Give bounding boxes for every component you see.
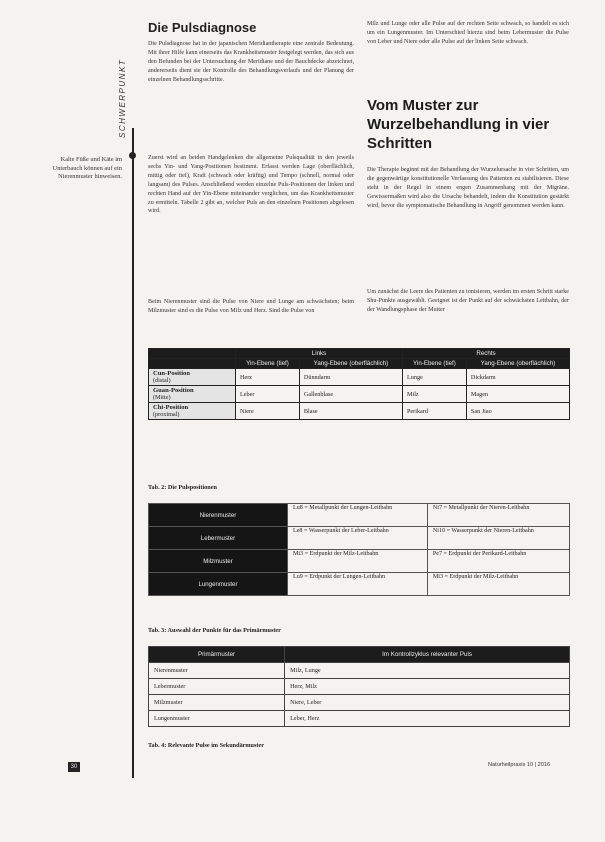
margin-bullet [129, 152, 136, 159]
table-cell: Mi3 = Erdpunkt der Milz-Leitbahn [288, 550, 428, 573]
table-row [149, 386, 570, 403]
table-corner-2 [149, 359, 236, 369]
table-cell: Milzmuster [149, 695, 285, 711]
subcol-header: Yang-Ebene (oberflächlich) [299, 359, 402, 369]
row-label: Cun-Position (distal) [149, 369, 236, 386]
table-row [149, 369, 570, 386]
table-row [149, 711, 570, 727]
table-cell: Blase [299, 403, 402, 420]
margin-rule [132, 128, 134, 778]
table-row [149, 403, 570, 420]
row-label: Nierenmuster [149, 504, 288, 527]
row-label: Milzmuster [149, 550, 288, 573]
right-top-paragraph: Milz und Lunge oder alle Pulse auf der rechten Seite schwach, so handelt es sich um ein Lungenmuster. Im Unterschied hierzu sind beim Lebermuster die Pulse von Leber und Niere oder alle Pulse auf der linken Seite schwach. [367, 21, 569, 45]
col-header: Primärmuster [149, 647, 285, 663]
table-cell: Le8 = Wasserpunkt der Leber-Leitbahn [288, 527, 428, 550]
table-row [149, 695, 570, 711]
method-paragraph: Zuerst wird an beiden Handgelenken die allgemeine Pulsqualität in den jeweils sechs Yin- und Yang-Positionen bestimmt. Erfasst werden Lage (oberflächlich, mittig oder tief), Kraft (schwach oder kräftig) und Tempo (schnell, normal oder langsam) des Pulses. Anschließend werden einzelne Puls-Positionen der linken und rechten Hand auf der Yin-Ebene miteinander verglichen, um das Krankheitsmuster zu ermitteln. Tabelle 2 gibt an, welcher Puls an den einzelnen Positionen abgelesen wird. [148, 155, 354, 215]
row-label: Chi-Position (proximal) [149, 403, 236, 420]
table-cell: Pe7 = Erdpunkt der Perikard-Leitbahn [427, 550, 569, 573]
table-cell: Niere, Leber [285, 695, 570, 711]
table-corner [149, 349, 236, 359]
footer: Naturheilpraxis 10 | 2016 [488, 762, 551, 768]
intro-paragraph: Die Pulsdiagnose hat in der japanischen Meridiantherapie eine zentrale Bedeutung. Mit ihrer Hilfe kann einerseits das Krankheitsmuster festgelegt werden, das sich aus den Befunden bei der Untersuchung der Meridiane und der Bauchdecke abzeichnet, andererseits dient sie der Kontrolle des Behandlungsverlaufs und der Planung der einzelnen Behandlungsschritte. [148, 41, 354, 83]
table-cell: Niere [236, 403, 300, 420]
table-row [149, 504, 570, 527]
table-cell: Ni7 = Metallpunkt der Nieren-Leitbahn [427, 504, 569, 527]
table-cell: Milz, Lunge [285, 663, 570, 679]
table-cell: Leber [236, 386, 300, 403]
row-label: Lebermuster [149, 527, 288, 550]
table-cell: Mi3 = Erdpunkt der Milz-Leitbahn [427, 573, 569, 596]
table-row [149, 550, 570, 573]
table-cell: Lebermuster [149, 679, 285, 695]
table-row [149, 663, 570, 679]
table-cell: Ni10 = Wasserpunkt der Nieren-Leitbahn [427, 527, 569, 550]
table-cell: Herz, Milz [285, 679, 570, 695]
therapy-paragraph: Die Therapie beginnt mit der Behandlung der Wurzelursache in vier Schritten, um die gegenwärtige konstitutionelle Verfassung des Patienten zu stabilisieren. Diese steht in der Regel in einem engen Zusammenhang mit der Migräne. Gewissermaßen wird also die Ursache behandelt, indem die Konstitution gestärkt wird, bevor die symptomatische Behandlung in Angriff genommen werden kann. [367, 167, 569, 209]
col-rechts: Rechts [402, 349, 569, 359]
table-row [149, 527, 570, 550]
table-cell: Herz [236, 369, 300, 386]
table-cell: Lunge [402, 369, 466, 386]
table3-caption: Tab. 3: Auswahl der Punkte für das Primärmuster [148, 627, 281, 634]
table-cell: Nierenmuster [149, 663, 285, 679]
col-header: Im Kontrollzyklus relevanter Puls [285, 647, 570, 663]
table-cell: Perikard [402, 403, 466, 420]
table-cell: Lu9 = Erdpunkt der Lungen-Leitbahn [288, 573, 428, 596]
table-cell: Lu8 = Metallpunkt der Lungen-Leitbahn [288, 504, 428, 527]
sidenote: Kalte Füße und Käte im Unterbauch können auf ein Nierenmuster hinweisen. [52, 156, 122, 181]
section-rubric: SCHWERPUNKT [118, 58, 127, 138]
row-label: Lungenmuster [149, 573, 288, 596]
table-cell: Gallenblase [299, 386, 402, 403]
table2-caption: Tab. 2: Die Pulspositionen [148, 484, 217, 491]
table-cell: Leber, Herz [285, 711, 570, 727]
table-row [149, 573, 570, 596]
table-cell: Dünndarm [299, 369, 402, 386]
page-number: 30 [68, 762, 80, 772]
subcol-header: Yin-Ebene (tief) [236, 359, 300, 369]
kidney-paragraph: Beim Nierenmuster sind die Pulse von Niere und Lunge am schwächsten; beim Milzmuster sind es die Pulse von Milz und Herz. Sind die Pulse von [148, 299, 354, 314]
table-row [149, 679, 570, 695]
subcol-header: Yin-Ebene (tief) [402, 359, 466, 369]
table-cell: Magen [466, 386, 569, 403]
table-cell: Lungenmuster [149, 711, 285, 727]
col-links: Links [236, 349, 403, 359]
section-title: Die Pulsdiagnose [148, 20, 257, 35]
row-label: Guan-Position (Mitte) [149, 386, 236, 403]
table-cell: San Jiao [466, 403, 569, 420]
table4-caption: Tab. 4: Relevante Pulse im Sekundärmuster [148, 742, 264, 749]
heading-2: Vom Muster zur Wurzelbehandlung in vier Schritten [367, 97, 550, 152]
table-cell: Milz [402, 386, 466, 403]
secondary-pulses-table [148, 646, 570, 727]
primary-points-table [148, 503, 570, 596]
table-cell: Dickdarm [466, 369, 569, 386]
pulse-positions-table [148, 348, 570, 420]
therapy-paragraph-2: Um zunächst die Leere des Patienten zu tonisieren, werden im ersten Schritt starke Shu-Punkte ausgewählt. Geeignet ist der Punkt auf der schwächsten Leitbahn, der der Wandlungsphase der Mutter [367, 289, 569, 313]
subcol-header: Yang-Ebene (oberflächlich) [466, 359, 569, 369]
